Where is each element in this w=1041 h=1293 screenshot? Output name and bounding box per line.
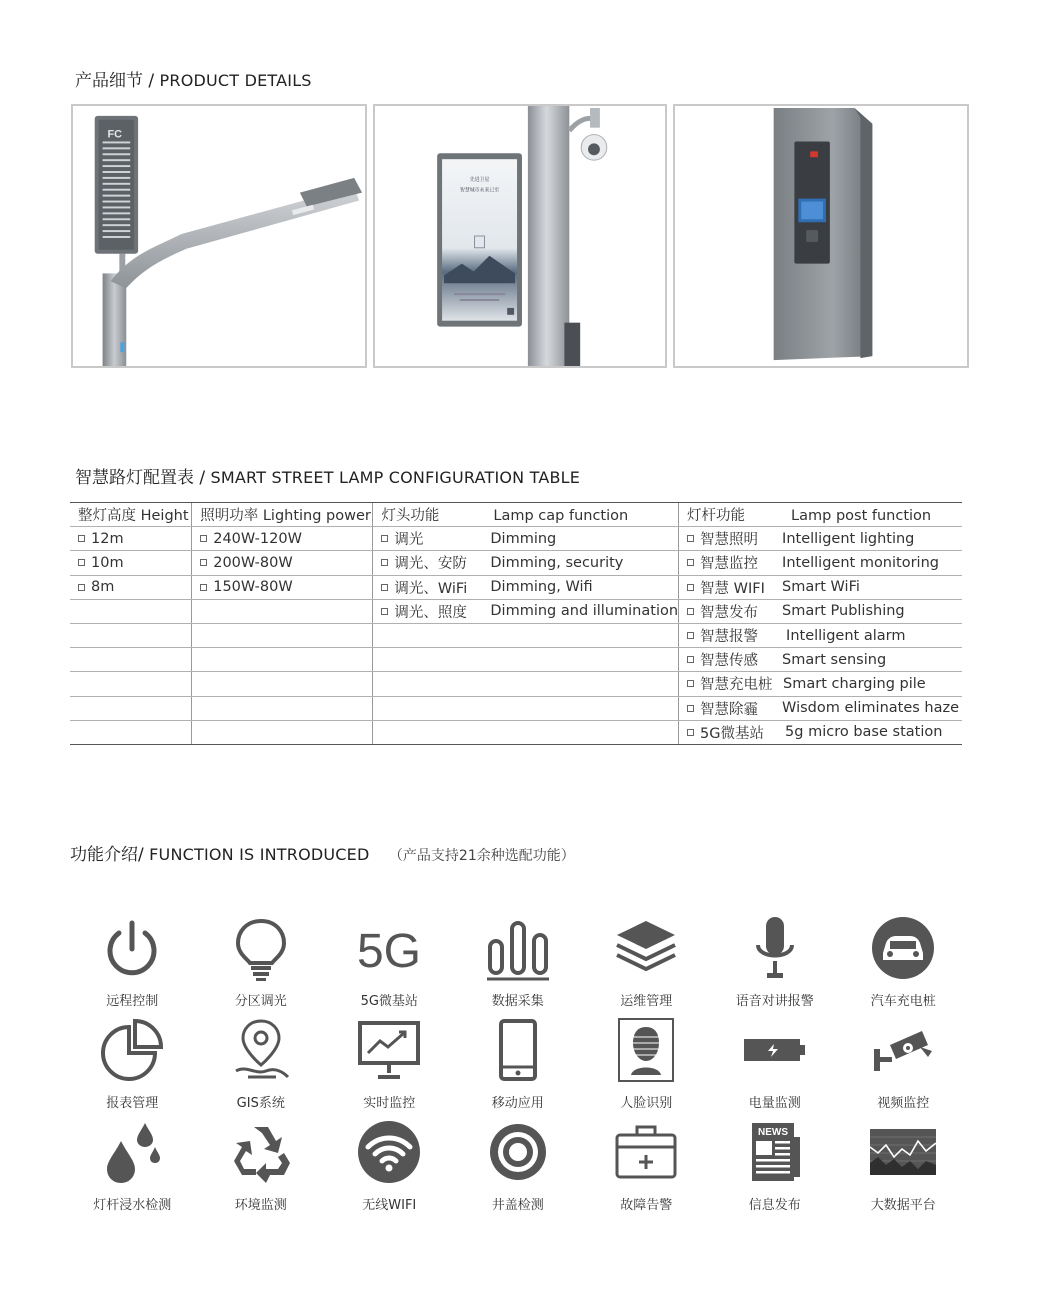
- function-label: 汽车充电桩: [870, 994, 936, 1009]
- function-label: GIS系统: [236, 1096, 285, 1111]
- header-cap-en: Lamp cap function: [493, 508, 629, 525]
- function-item: [325, 912, 454, 1014]
- map-pin-icon: [225, 1014, 297, 1086]
- table-row: [70, 672, 962, 696]
- function-label: 无线WIFI: [362, 1198, 417, 1213]
- function-label: 运维管理: [620, 994, 673, 1009]
- height-value: 8m: [91, 579, 115, 596]
- checkbox[interactable]: [381, 584, 388, 591]
- checkbox[interactable]: [200, 559, 207, 566]
- checkbox[interactable]: [687, 608, 694, 615]
- cap-zh: 调光、WiFi: [394, 580, 468, 597]
- table-row: [70, 720, 962, 744]
- function-item: [197, 1116, 326, 1218]
- header-power-zh: 照明功率: [200, 508, 259, 525]
- header-power: [192, 503, 373, 527]
- function-label: 实时监控: [363, 1096, 416, 1111]
- function-item: [711, 1014, 840, 1116]
- water-drops-icon: [96, 1116, 168, 1188]
- post-en: Smart Publishing: [782, 603, 905, 620]
- table-row: [70, 575, 962, 599]
- post-en: 5g micro base station: [785, 724, 943, 741]
- checkbox[interactable]: [381, 535, 388, 542]
- function-label: 井盖检测: [491, 1198, 544, 1213]
- wifi-icon: [353, 1116, 425, 1188]
- checkbox[interactable]: [687, 535, 694, 542]
- function-label: 5G微基站: [360, 994, 418, 1009]
- recycle-icon: [225, 1116, 297, 1188]
- table-row: [70, 696, 962, 720]
- post-en: Intelligent lighting: [782, 530, 915, 547]
- checkbox[interactable]: [687, 584, 694, 591]
- function-item: [68, 1014, 197, 1116]
- checkbox[interactable]: [78, 584, 85, 591]
- power-value: 240W-120W: [213, 530, 302, 547]
- header-height: [70, 503, 192, 527]
- height-value: 10m: [91, 554, 124, 571]
- table-row: [70, 599, 962, 623]
- function-item: [454, 1116, 583, 1218]
- monitor-chart-icon: [353, 1014, 425, 1086]
- battery-icon: [739, 1014, 811, 1086]
- post-en: Smart charging pile: [783, 675, 926, 692]
- toolbox-icon: [610, 1116, 682, 1188]
- checkbox[interactable]: [78, 535, 85, 542]
- config-table-title: [75, 463, 580, 488]
- header-post: [679, 503, 962, 527]
- cap-en: Dimming, Wifi: [490, 579, 593, 596]
- product-details-title: [75, 66, 312, 91]
- 5g-icon-text: 5G: [357, 925, 422, 978]
- function-label: 人脸识别: [620, 1096, 673, 1111]
- microphone-icon: [739, 912, 811, 984]
- post-en: Wisdom eliminates haze: [782, 700, 960, 717]
- pie-chart-icon: [96, 1014, 168, 1086]
- function-item: [582, 1014, 711, 1116]
- post-zh: 5G微基站: [700, 725, 765, 742]
- functions-title-zh: 功能介绍/: [70, 845, 144, 865]
- function-item: [197, 912, 326, 1014]
- power-icon: [96, 912, 168, 984]
- cap-en: Dimming, security: [490, 554, 624, 571]
- checkbox[interactable]: [687, 656, 694, 663]
- cap-zh: 调光、照度: [394, 604, 467, 621]
- function-label: 视频监控: [877, 1096, 930, 1111]
- table-row: [70, 648, 962, 672]
- news-icon: [739, 1116, 811, 1188]
- function-item: [68, 912, 197, 1014]
- post-en: Intelligent alarm: [786, 627, 906, 644]
- function-label: 移动应用: [491, 1096, 544, 1111]
- checkbox[interactable]: [687, 680, 694, 687]
- checkbox[interactable]: [381, 608, 388, 615]
- function-label: 语音对讲报警: [735, 994, 814, 1009]
- checkbox[interactable]: [687, 559, 694, 566]
- height-value: 12m: [91, 530, 124, 547]
- news-icon-text: NEWS: [757, 1127, 788, 1138]
- function-row: [68, 912, 968, 1014]
- function-grid: [68, 912, 968, 1218]
- function-label: 环境监测: [234, 1198, 287, 1213]
- cap-en: Dimming and illumination: [490, 603, 679, 620]
- post-zh: 智慧监控: [700, 556, 759, 573]
- detail-image-screen-camera: [373, 104, 667, 368]
- function-label: 电量监测: [748, 1096, 801, 1111]
- checkbox[interactable]: [200, 584, 207, 591]
- table-row: [70, 527, 962, 551]
- face-scan-icon: [610, 1014, 682, 1086]
- header-height-zh: 整灯高度: [78, 508, 136, 525]
- screen-line-2: 智慧城市未来已至: [459, 187, 500, 194]
- power-value: 200W-80W: [213, 554, 293, 571]
- cap-zh: 调光: [394, 532, 424, 549]
- post-zh: 智慧 WIFI: [700, 580, 765, 597]
- post-zh: 智慧除霾: [700, 701, 759, 718]
- function-item: [582, 1116, 711, 1218]
- config-table: [70, 502, 962, 745]
- product-details-title-zh: 产品细节 /: [75, 71, 155, 91]
- function-label: 信息发布: [748, 1198, 801, 1213]
- checkbox[interactable]: [381, 559, 388, 566]
- functions-title-en: FUNCTION IS INTRODUCED: [149, 845, 370, 864]
- function-label: 数据采集: [491, 994, 544, 1009]
- function-item: [839, 1014, 968, 1116]
- 5g-icon: [353, 912, 425, 984]
- checkbox[interactable]: [687, 729, 694, 736]
- function-label: 大数据平台: [870, 1198, 936, 1213]
- detail-image-lamp-head: [71, 104, 367, 368]
- screen-line-1: 先进卫星: [469, 176, 490, 183]
- table-row: [70, 623, 962, 647]
- header-post-zh: 灯杆功能: [687, 508, 746, 525]
- header-height-en: Height: [140, 508, 189, 525]
- post-zh: 智慧充电桩: [700, 677, 773, 694]
- function-item: [454, 1014, 583, 1116]
- header-power-en: Lighting power: [262, 508, 371, 525]
- config-table-title-en: SMART STREET LAMP CONFIGURATION TABLE: [210, 468, 581, 487]
- function-label: 分区调光: [234, 994, 287, 1009]
- layers-icon: [610, 912, 682, 984]
- function-label: 灯杆浸水检测: [93, 1198, 172, 1213]
- function-label: 远程控制: [106, 994, 159, 1009]
- car-icon: [867, 912, 939, 984]
- post-zh: 智慧发布: [700, 604, 759, 621]
- smartphone-icon: [482, 1014, 554, 1086]
- function-item: [711, 912, 840, 1014]
- post-zh: 智慧照明: [700, 532, 759, 549]
- function-item: [68, 1116, 197, 1218]
- bar-chart-icon: [482, 912, 554, 984]
- product-details-title-en: PRODUCT DETAILS: [159, 71, 312, 90]
- function-item: [197, 1014, 326, 1116]
- post-en: Intelligent monitoring: [782, 554, 939, 571]
- config-table-title-zh: 智慧路灯配置表 /: [75, 468, 206, 488]
- big-data-icon: [867, 1116, 939, 1188]
- function-item: [582, 912, 711, 1014]
- checkbox[interactable]: [78, 559, 85, 566]
- header-cap-zh: 灯头功能: [381, 508, 440, 525]
- checkbox[interactable]: [687, 705, 694, 712]
- lamp-logo: FC: [107, 128, 122, 141]
- functions-title: [70, 840, 575, 865]
- post-zh: 智慧报警: [700, 629, 759, 646]
- functions-note: （产品支持21余种选配功能）: [388, 848, 575, 864]
- function-item: [454, 912, 583, 1014]
- table-row: [70, 551, 962, 575]
- function-item: [711, 1116, 840, 1218]
- checkbox[interactable]: [687, 632, 694, 639]
- bulb-icon: [225, 912, 297, 984]
- post-en: Smart sensing: [782, 651, 887, 668]
- function-item: [839, 1116, 968, 1218]
- function-row: [68, 1014, 968, 1116]
- checkbox[interactable]: [200, 535, 207, 542]
- cctv-camera-icon: [867, 1014, 939, 1086]
- function-item: [325, 1014, 454, 1116]
- cap-zh: 调光、安防: [394, 556, 467, 573]
- function-item: [839, 912, 968, 1014]
- function-label: 故障告警: [620, 1198, 673, 1213]
- header-cap: [373, 503, 679, 527]
- function-item: [325, 1116, 454, 1218]
- function-row: [68, 1116, 968, 1218]
- post-en: Smart WiFi: [782, 579, 860, 596]
- function-label: 报表管理: [106, 1096, 159, 1111]
- power-value: 150W-80W: [213, 579, 293, 596]
- post-zh: 智慧传感: [700, 653, 759, 670]
- cap-en: Dimming: [490, 530, 557, 547]
- manhole-icon: [482, 1116, 554, 1188]
- table-header-row: [70, 503, 962, 527]
- header-post-en: Lamp post function: [791, 508, 932, 525]
- detail-image-charging-post: [673, 104, 969, 368]
